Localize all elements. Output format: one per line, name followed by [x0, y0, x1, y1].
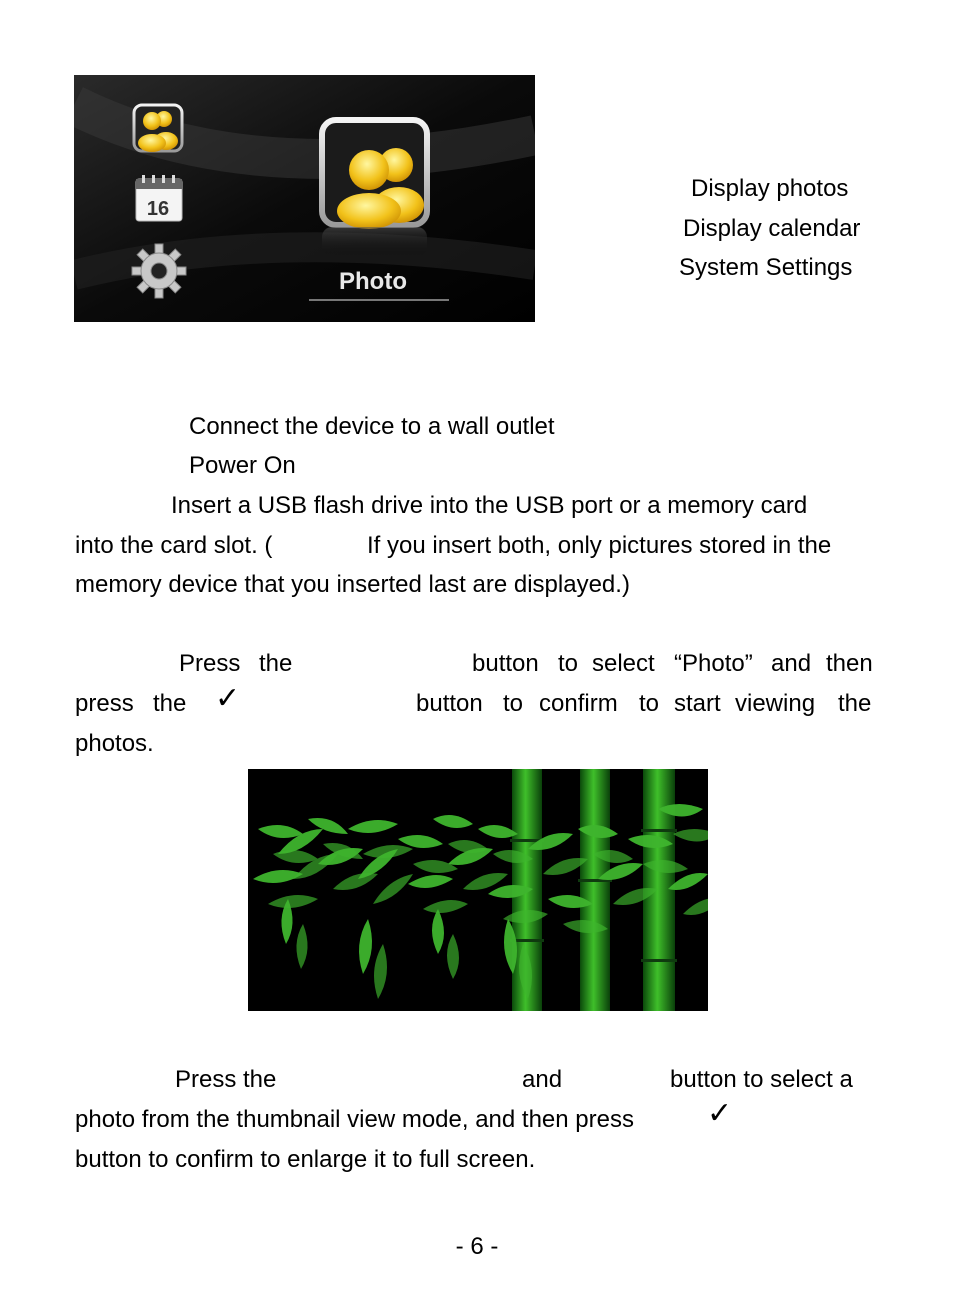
select-word: to [503, 690, 524, 717]
step-insert-line2a: into the card slot. ( [75, 532, 273, 559]
gear-icon [132, 244, 186, 298]
check-mark-icon: ✓ [707, 1096, 733, 1131]
calendar-day: 16 [146, 198, 170, 220]
select-word: viewing [735, 690, 816, 717]
select-word: button [416, 690, 483, 717]
select-word: select [592, 650, 655, 677]
check-mark-icon: ✓ [215, 681, 241, 716]
step-connect: Connect the device to a wall outlet [189, 413, 555, 440]
select-line3: photos. [75, 730, 154, 757]
select-word: the [259, 650, 293, 677]
select-word: confirm [539, 690, 618, 717]
select-word: press [75, 690, 134, 717]
select-word: to [558, 650, 579, 677]
thumb-line1c: button to select a [670, 1066, 853, 1093]
legend-photos: Display photos [691, 175, 849, 202]
select-word: button [472, 650, 539, 677]
select-word: “Photo” [674, 650, 753, 677]
step-insert-line2b: If you insert both, only pictures stored in the [367, 532, 832, 559]
select-word: the [838, 690, 872, 717]
page-number: - 6 - [455, 1233, 499, 1260]
step-insert-line3: memory device that you inserted last are displayed.) [75, 571, 630, 598]
selected-photo-icon [322, 120, 427, 257]
step-power: Power On [189, 452, 296, 479]
step-insert-line1: Insert a USB flash drive into the USB port or a memory card [171, 492, 808, 519]
thumb-line1a: Press the [175, 1066, 277, 1093]
bamboo-photo [248, 769, 708, 1011]
calendar-icon [136, 175, 182, 221]
legend-settings: System Settings [679, 254, 853, 281]
legend-calendar: Display calendar [683, 215, 861, 242]
select-word: and [771, 650, 812, 677]
thumb-line1b: and [522, 1066, 563, 1093]
select-word: then [826, 650, 873, 677]
select-word: the [153, 690, 187, 717]
people-icon [134, 105, 182, 152]
select-word: Press [179, 650, 241, 677]
thumb-line3: button to confirm to enlarge it to full screen. [75, 1146, 536, 1173]
menu-label: Photo [339, 268, 407, 295]
menu-screenshot [74, 75, 535, 322]
select-word: start [674, 690, 721, 717]
select-word: to [639, 690, 660, 717]
thumb-line2: photo from the thumbnail view mode, and then press [75, 1106, 634, 1133]
